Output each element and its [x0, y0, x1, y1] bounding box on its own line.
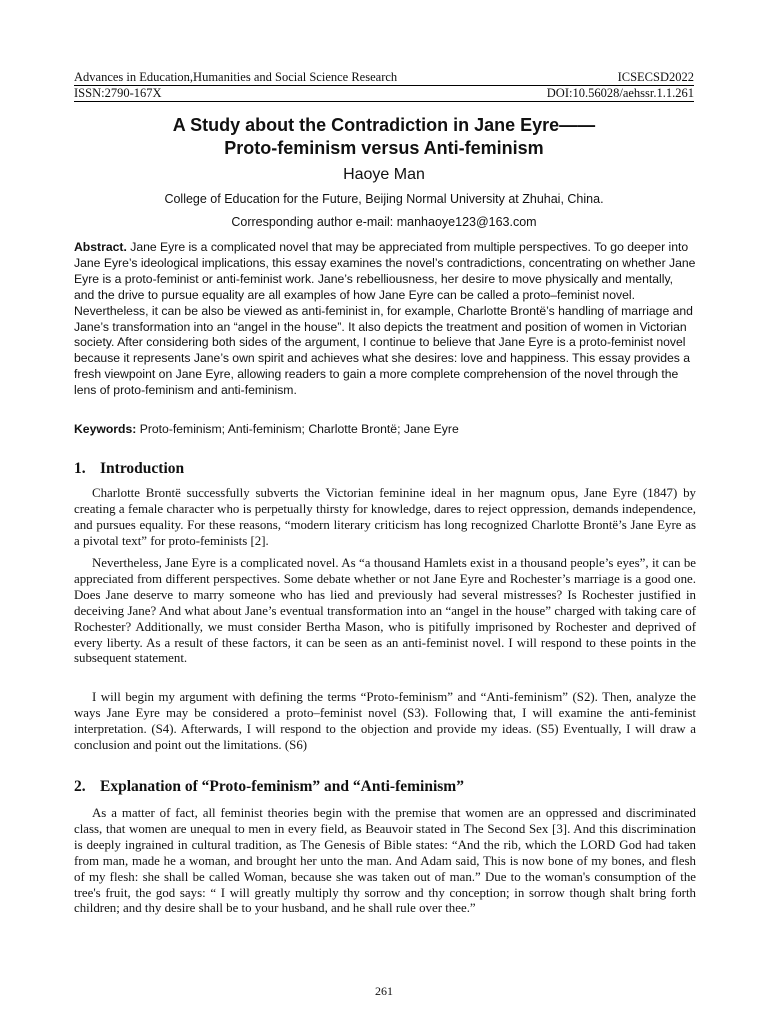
section-number: 2.	[74, 778, 86, 795]
issn: ISSN:2790-167X	[74, 86, 162, 100]
section-heading-explanation	[74, 778, 694, 796]
abstract	[74, 240, 696, 399]
section-title: Explanation of “Proto-feminism” and “Anti-feminism”	[100, 778, 464, 795]
author-affiliation: College of Education for the Future, Beijing Normal University at Zhuhai, China.	[164, 192, 604, 206]
title-line-1: A Study about the Contradiction in Jane Eyre——	[172, 115, 596, 135]
conference-code: ICSECSD2022	[617, 70, 694, 84]
section-heading-introduction	[74, 460, 694, 478]
section-title: Introduction	[100, 460, 185, 477]
section-number: 1.	[74, 460, 86, 477]
body-paragraph: As a matter of fact, all feminist theories begin with the premise that women are an oppressed and discriminated class, that women are unequal to men in every field, as Beauvoir stated in The Second Sex [3]. And this discrimination is deeply ingrained in cultural tradition, as The Genesis of Bible states: “And the rib, which the LORD God had taken from man, made he a woman, and brought her unto the man. And Adam said, This is now bone of my bones, and flesh of my flesh: she shall be called Woman, because she was taken out of man.” Due to the woman's consumption of the tree's fruit, the god says: “ I will greatly multiply thy sorrow and thy conception; in sorrow though shalt bring forth children; and thy desire shall be to your husband, and he shall rule over thee.”	[74, 806, 696, 916]
journal-name: Advances in Education,Humanities and Social Science Research	[74, 70, 398, 84]
corresponding-email: Corresponding author e-mail: manhaoye123@163.com	[231, 215, 537, 229]
page-number: 261	[375, 984, 393, 998]
running-header-bottom	[74, 86, 694, 101]
keywords	[74, 422, 694, 436]
running-header-top	[74, 70, 694, 85]
title-line-2: Proto-feminism versus Anti-feminism	[224, 138, 544, 158]
abstract-label: Abstract.	[74, 240, 127, 254]
keywords-text: Proto-feminism; Anti-feminism; Charlotte Brontë; Jane Eyre	[139, 422, 459, 436]
body-paragraph: Nevertheless, Jane Eyre is a complicated novel. As “a thousand Hamlets exist in a thousand people’s eyes”, it can be appreciated from different perspectives. Some debate whether or not Jane Eyre and Rochester’s marriage is a good one. Does Jane deserve to marry someone who has lied and previously had several mistresses? Is Rochester justified in deceiving Jane? And what about Jane’s eventual transformation into an “angel in the house” charged with taking care of Rochester? Additionally, we must consider Bertha Mason, who is pitifully imprisoned by Rochester and deprived of every liberty. As a result of these factors, it can be seen as an anti-feminist novel. I will respond to these points in the subsequent statement.	[74, 556, 696, 666]
author-name: Haoye Man	[343, 166, 425, 183]
paper-title	[74, 114, 694, 160]
body-paragraph: I will begin my argument with defining the terms “Proto-feminism” and “Anti-feminism” (S2). Then, analyze the ways Jane Eyre may be considered a proto–feminist novel (S3). Following that, I will examine the anti-feminist interpretation. (S4). Afterwards, I will respond to the objection and provide my ideas. (S5) Eventually, I will draw a conclusion and point out the limitations. (S6)	[74, 690, 696, 752]
abstract-text: Jane Eyre is a complicated novel that may be appreciated from multiple perspectives. To go deeper into Jane Eyre’s ideological implications, this essay examines the novel’s contradictions, concentrating on whether Jane Eyre is a proto-feminist or anti-feminist work. Jane’s rebelliousness, her desire to move physically and mentally, and the drive to pursue equality are all examples of how Jane Eyre can be called a proto–feminist novel. Nevertheless, it can be also be viewed as anti-feminist in, for example, Charlotte Brontë’s handling of marriage and Jane’s transformation into an “angel in the house”. It also depicts the treatment and position of women in Victorian society. After considering both sides of the argument, I continue to believe that Jane Eyre is a proto-feminist novel because it represents Jane’s own spirit and achieves what she desires: love and happiness. This essay provides a fresh viewpoint on Jane Eyre, allowing readers to gain a more complete comprehension of the novel through the lens of proto-feminism and anti-feminism.	[74, 240, 696, 398]
doi: DOI:10.56028/aehssr.1.1.261	[546, 86, 694, 100]
body-paragraph: Charlotte Brontë successfully subverts the Victorian feminine ideal in her magnum opus, Jane Eyre (1847) by creating a female character who is perpetually thirsty for knowledge, dares to reject oppression, demands independence, and pursues equality. For these reasons, “modern literary criticism has long recognized Charlotte Brontë’s Jane Eyre as a pivotal text” for proto-feminists [2].	[74, 486, 696, 548]
keywords-label: Keywords:	[74, 422, 137, 436]
header-rule-bottom	[74, 101, 694, 102]
